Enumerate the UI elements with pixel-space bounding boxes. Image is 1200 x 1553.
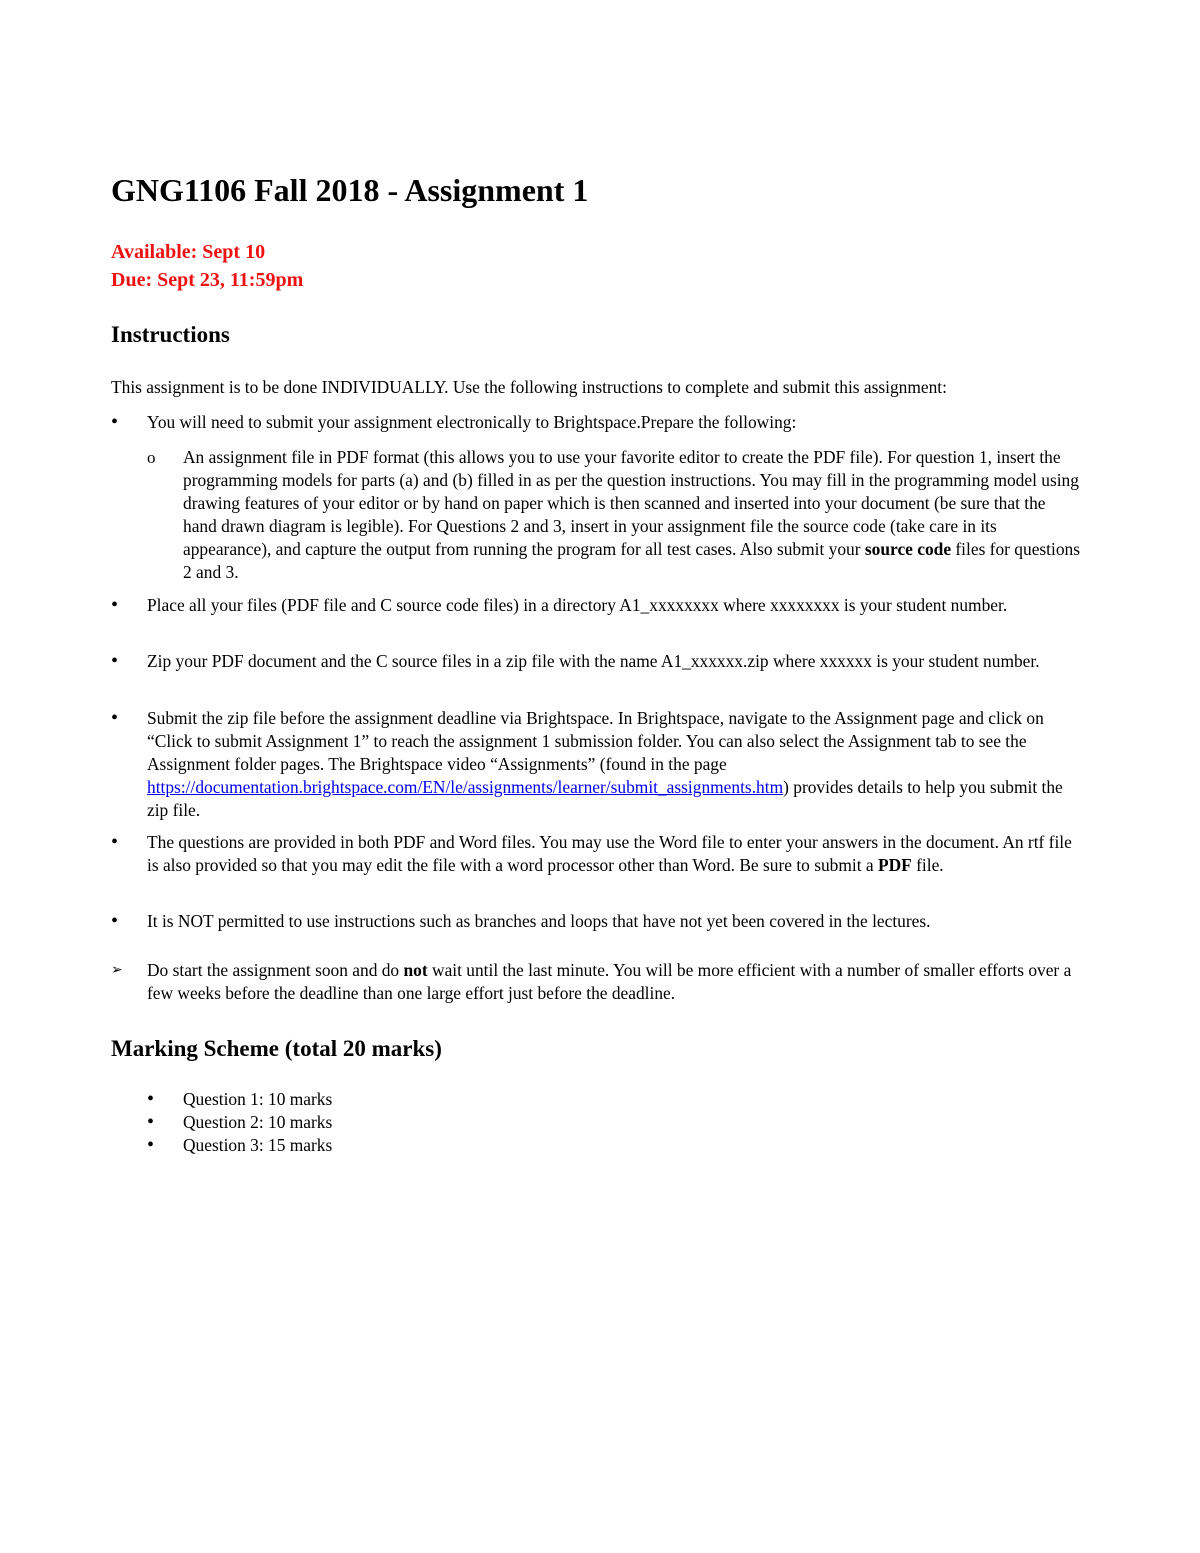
dates-block bbox=[111, 238, 303, 294]
sub-list-item bbox=[147, 446, 1091, 584]
bullet-text: The questions are provided in both PDF and Word files. You may use the Word file to enter your answers in the document. An rtf file is also provided so that you may edit the file with a word processor other than Word. Be sure to submit a PDF file. bbox=[147, 832, 1072, 875]
marks-item bbox=[147, 1134, 1123, 1157]
marks-text: Question 1: 10 marks bbox=[183, 1089, 333, 1109]
bullet-text: It is NOT permitted to use instructions such as branches and loops that have not yet been covered in the lectures. bbox=[147, 911, 931, 931]
list-item bbox=[111, 910, 1091, 933]
bullet-text: Submit the zip file before the assignment deadline via Brightspace. In Brightspace, navigate to the Assignment page and click on “Click to submit Assignment 1” to reach the assignment 1 submission folder. You can also select the Assignment tab to see the Assignment folder pages. The Brightspace video “Assignments” (found in the page https://documentation.brightspace.com/EN/le/assignments/learner/submit_assignments.htm) provides details to help you submit the zip file. bbox=[147, 708, 1063, 820]
marking-scheme-heading: Marking Scheme (total 20 marks) bbox=[111, 1036, 442, 1061]
due-date: Due: Sept 23, 11:59pm bbox=[111, 269, 304, 291]
marks-item bbox=[147, 1111, 1123, 1134]
intro-paragraph: This assignment is to be done INDIVIDUALLY. Use the following instructions to complete and submit this assignment: bbox=[111, 377, 947, 397]
bullet-text: Zip your PDF document and the C source files in a zip file with the name A1_xxxxxx.zip where xxxxxx is your student number. bbox=[147, 651, 1040, 671]
marks-item bbox=[147, 1088, 1123, 1111]
list-item bbox=[111, 831, 1091, 877]
bullet-text: You will need to submit your assignment electronically to Brightspace.Prepare the following: bbox=[147, 412, 797, 432]
list-item bbox=[111, 411, 1091, 434]
marks-text: Question 3: 15 marks bbox=[183, 1135, 333, 1155]
sub-bullet-icon: o bbox=[147, 448, 156, 467]
bullet-icon: • bbox=[111, 910, 119, 932]
document-title: GNG1106 Fall 2018 - Assignment 1 bbox=[111, 172, 589, 208]
sub-bullet-text: An assignment file in PDF format (this allows you to use your favorite editor to create the PDF file). For question 1, insert the programming models for parts (a) and (b) filled in as per the question instructions. You may fill in the programming model using drawing features of your editor or by hand on paper which is then scanned and inserted into your document (be sure that the hand drawn diagram is legible). For Questions 2 and 3, insert in your assignment file the source code (take care in its appearance), and capture the output from running the program for all test cases. Also submit your source code files for questions 2 and 3. bbox=[183, 447, 1081, 582]
bullet-icon: • bbox=[111, 650, 119, 672]
list-item bbox=[111, 707, 1091, 822]
instructions-heading: Instructions bbox=[111, 322, 230, 347]
bullet-icon: • bbox=[111, 831, 119, 853]
arrow-list-item bbox=[111, 959, 1091, 1005]
marks-text: Question 2: 10 marks bbox=[183, 1112, 333, 1132]
bullet-text: Place all your files (PDF file and C source code files) in a directory A1_xxxxxxxx where xxxxxxxx is your student number. bbox=[147, 595, 1008, 615]
available-date: Available: Sept 10 bbox=[111, 241, 266, 263]
bullet-icon: • bbox=[147, 1134, 155, 1156]
brightspace-docs-link[interactable]: https://documentation.brightspace.com/EN/le/assignments/learner/submit_assignments.htm bbox=[147, 777, 784, 797]
list-item bbox=[111, 594, 1091, 617]
list-item bbox=[111, 650, 1091, 673]
bullet-icon: • bbox=[111, 707, 119, 729]
bullet-icon: • bbox=[111, 594, 119, 616]
bullet-icon: • bbox=[111, 411, 119, 433]
marking-scheme-list bbox=[147, 1088, 1123, 1157]
bullet-icon: • bbox=[147, 1111, 155, 1133]
arrow-icon: ➢ bbox=[111, 962, 123, 978]
bullet-icon: • bbox=[147, 1088, 155, 1110]
arrow-item-text: Do start the assignment soon and do not wait until the last minute. You will be more efficient with a number of smaller efforts over a few weeks before the deadline than one large effort just before the deadline. bbox=[147, 960, 1072, 1003]
